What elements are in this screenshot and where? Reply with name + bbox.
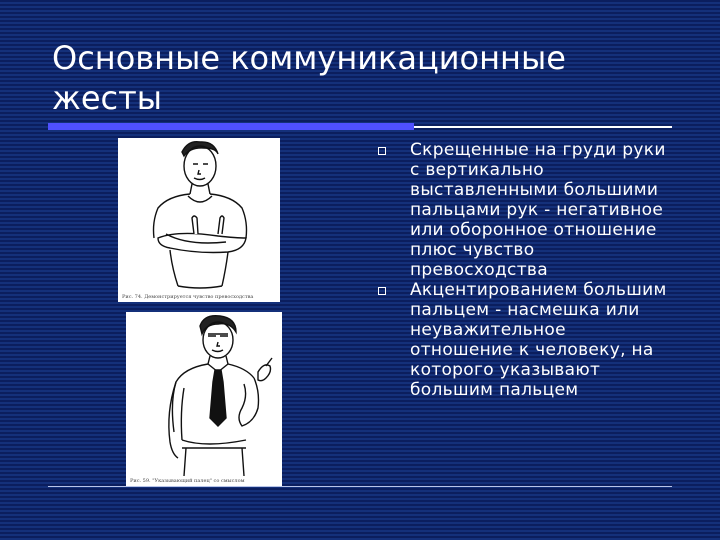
title-accent-rule — [48, 123, 414, 130]
square-bullet-icon — [378, 147, 386, 155]
square-bullet-icon — [378, 287, 386, 295]
bottom-rule — [48, 486, 672, 487]
bullet-list — [372, 140, 672, 400]
man-thumb-pointing-drawing — [126, 312, 282, 486]
title-rule — [414, 126, 672, 128]
bullet-text: Скрещенные на груди руки с вертикально выставленными большими пальцами рук - негативное или оборонное отношение плюс чувство превосходства — [410, 140, 666, 280]
illustration-crossed-arms — [118, 138, 280, 302]
list-item — [372, 140, 672, 280]
illustration-caption: Рис. 74. Демонстрируется чувство превосходства — [122, 294, 254, 300]
bullet-text: Акцентированием большим пальцем - насмешка или неуважительное отношение к человеку, на которого указывают большим пальцем — [410, 280, 667, 400]
slide-title: Основные коммуникационные жесты — [52, 39, 566, 117]
list-item — [372, 280, 672, 400]
illustration-thumb-pointing — [126, 312, 282, 486]
man-crossed-arms-drawing — [118, 138, 280, 302]
illustration-caption: Рис. 59. "Указывающий палец" со смыслом — [130, 478, 245, 484]
